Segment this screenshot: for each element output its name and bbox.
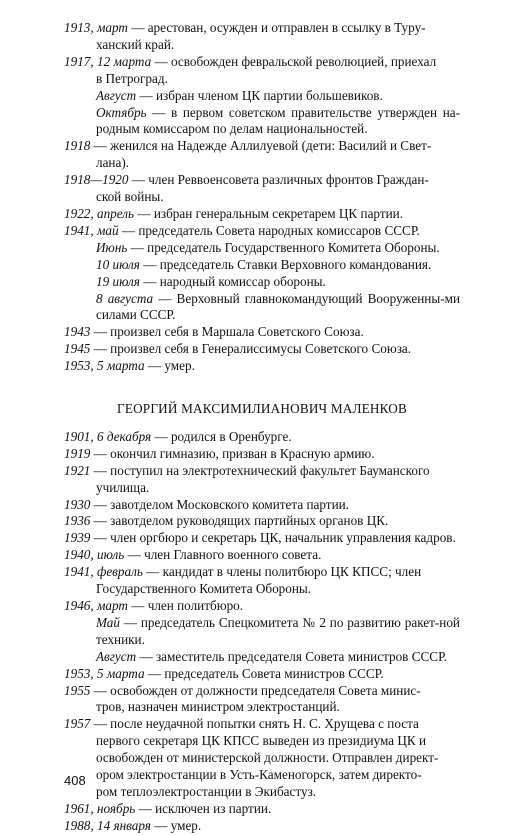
entry-date: 1940, июль: [64, 547, 125, 563]
entry-date: 1955: [64, 682, 91, 698]
chronology-entry: [64, 138, 460, 172]
entry-date: 8 августа: [96, 290, 154, 306]
entry-text: — председатель Спецкомитета № 2 по развитию ракет-: [120, 614, 440, 630]
entry-date: Август: [96, 87, 137, 103]
entry-continuation: ской войны.: [96, 189, 164, 205]
entry-date: 1918—1920: [64, 172, 129, 188]
entry-text: — арестован, осужден и отправлен в ссылку в Туру-: [127, 20, 426, 35]
page-body: [64, 20, 460, 835]
chronology-entry: [64, 105, 460, 139]
chronology-entry: [64, 463, 460, 497]
entry-text: — в первом советском правительстве утвержден на-: [146, 104, 460, 120]
entry-date: 1913, март: [64, 20, 128, 35]
chronology-entry: [64, 801, 460, 818]
entry-text: — член политбюро.: [127, 598, 244, 613]
entry-text: — умер.: [144, 358, 195, 374]
entry-continuation: ной техники.: [96, 614, 460, 647]
chronology-entry: [64, 240, 460, 257]
entry-text: — женился на Надежде Аллилуевой (дети: Василий и Свет-: [90, 138, 432, 154]
page-number: 408: [64, 773, 86, 788]
entry-text: — председатель Ставки Верховного командования.: [139, 256, 432, 272]
chronology-entry: [64, 20, 460, 54]
entry-date: 1943: [64, 324, 91, 340]
entry-date: Август: [96, 648, 137, 664]
chronology-entry: [64, 358, 460, 375]
section-heading: ГЕОРГИЙ МАКСИМИЛИАНОВИЧ МАЛЕНКОВ: [117, 401, 407, 417]
entry-date: 1941, май: [64, 222, 119, 238]
entry-text: — умер.: [150, 817, 202, 833]
entry-date: Май: [96, 614, 120, 630]
entry-text: — родился в Оренбурге.: [151, 428, 292, 444]
chronology-entry: [64, 341, 460, 358]
entry-text: — освобожден февральской революцией, приехал: [151, 53, 437, 69]
chronology-entry: [64, 429, 460, 446]
entry-text: — избран генеральным секретарем ЦК партии.: [134, 205, 404, 221]
chronology-entry: [64, 497, 460, 514]
malenkov-chronology: [64, 429, 460, 835]
entry-text: — председатель Государственного Комитета Обороны.: [127, 239, 440, 255]
entry-text: — председатель Совета народных комиссаров СССР.: [118, 222, 420, 238]
entry-date: 1988, 14 января: [64, 817, 151, 833]
entry-text: — произвел себя в Генералиссимусы Советского Союза.: [90, 341, 412, 357]
entry-text: — член Реввоенсовета различных фронтов Граждан-: [128, 172, 429, 188]
entry-continuation: Государственного Комитета Обороны.: [96, 581, 312, 597]
entry-date: 1961, ноябрь: [64, 800, 136, 816]
chronology-entry: [64, 716, 460, 801]
entry-continuation: освобожден от министерской должности. Отправлен директ-: [96, 750, 439, 766]
stalin-chronology: [64, 20, 460, 375]
chronology-entry: [64, 206, 460, 223]
chronology-entry: [64, 615, 460, 649]
entry-text: — завотделом Московского комитета партии.: [90, 496, 349, 512]
chronology-entry: [64, 683, 460, 717]
entry-date: 1939: [64, 530, 91, 546]
entry-date: 1941, февраль: [64, 564, 143, 580]
chronology-entry: [64, 547, 460, 564]
chronology-entry: [64, 172, 460, 206]
entry-date: 1922, апрель: [64, 205, 135, 221]
chronology-entry: [64, 530, 460, 547]
entry-continuation: в Петроград.: [96, 70, 168, 86]
chronology-entry: [64, 274, 460, 291]
chronology-entry: [64, 513, 460, 530]
entry-date: 1953, 5 марта: [64, 358, 145, 374]
entry-continuation: ром теплоэлектростанции в Экибастуз.: [96, 783, 317, 799]
chronology-entry: [64, 446, 460, 463]
entry-text: — освобожден от должности председателя Совета минис-: [90, 682, 421, 698]
entry-date: 1921: [64, 462, 91, 478]
entry-text: — Верховный главнокомандующий Вооруженны-: [153, 290, 445, 306]
entry-date: Октябрь: [96, 104, 147, 120]
chronology-entry: [64, 564, 460, 598]
entry-text: — поступил на электротехнический факультет Бауманского: [90, 462, 430, 478]
entry-text: — исключен из партии.: [135, 800, 272, 816]
entry-text: — произвел себя в Маршала Советского Союза.: [90, 324, 364, 340]
chronology-entry: [64, 649, 460, 666]
entry-continuation: тров, назначен министром электростанций.: [96, 699, 340, 715]
entry-date: 1936: [64, 513, 91, 529]
entry-text: — заместитель председателя Совета министров СССР.: [136, 648, 448, 664]
entry-continuation: родным комиссаром по делам национальностей.: [96, 121, 368, 137]
entry-text: — председатель Совета министров СССР.: [144, 665, 384, 681]
chronology-entry: [64, 818, 460, 835]
entry-date: 1946, март: [64, 598, 128, 613]
entry-continuation: ором электростанции в Усть-Каменогорск, затем директо-: [96, 767, 422, 783]
entry-date: 1930: [64, 496, 91, 512]
entry-text: — завотделом руководящих партийных органов ЦК.: [90, 513, 389, 529]
entry-text: — избран членом ЦК партии большевиков.: [136, 87, 383, 103]
chronology-entry: [64, 223, 460, 240]
entry-text: — кандидат в члены политбюро ЦК КПСС; член: [142, 564, 422, 580]
chronology-entry: [64, 257, 460, 274]
entry-continuation: училища.: [96, 479, 150, 495]
entry-date: 1945: [64, 341, 91, 357]
entry-date: 1917, 12 марта: [64, 53, 152, 69]
chronology-entry: [64, 666, 460, 683]
entry-text: — после неудачной попытки снять Н. С. Хрущева с поста: [90, 716, 419, 732]
entry-text: — член оргбюро и секретарь ЦК, начальник управления кадров.: [90, 530, 456, 546]
entry-continuation: лана).: [96, 155, 130, 171]
chronology-entry: [64, 324, 460, 341]
entry-continuation: первого секретаря ЦК КПСС выведен из президиума ЦК и: [96, 733, 427, 749]
entry-date: 19 июля: [96, 273, 140, 289]
entry-text: — окончил гимназию, призван в Красную армию.: [90, 445, 375, 461]
entry-date: Июнь: [96, 239, 128, 255]
entry-date: 1918: [64, 138, 91, 154]
entry-text: — народный комиссар обороны.: [139, 273, 326, 289]
entry-continuation: ханский край.: [96, 36, 175, 52]
entry-date: 1953, 5 марта: [64, 665, 145, 681]
entry-date: 1957: [64, 716, 91, 732]
chronology-entry: [64, 291, 460, 325]
entry-date: 1901, 6 декабря: [64, 428, 152, 444]
entry-continuation: ми силами СССР.: [96, 290, 460, 323]
chronology-entry: [64, 88, 460, 105]
chronology-entry: [64, 54, 460, 88]
entry-date: 10 июля: [96, 256, 140, 272]
entry-date: 1919: [64, 445, 91, 461]
chronology-entry: [64, 598, 460, 615]
entry-text: — член Главного военного совета.: [124, 547, 322, 563]
